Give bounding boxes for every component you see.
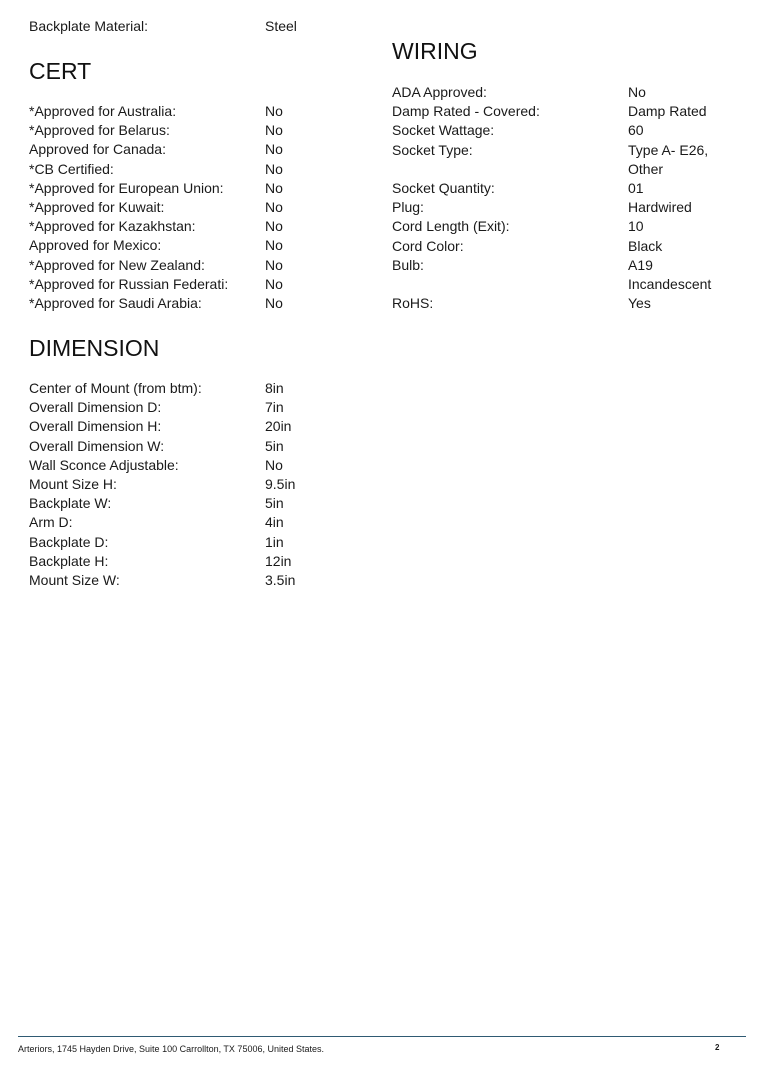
wiring-row xyxy=(392,256,752,275)
spec-label: Cord Color: xyxy=(392,237,464,254)
spec-label: Approved for Canada: xyxy=(29,141,166,158)
spec-value: No xyxy=(265,237,283,254)
spec-value: No xyxy=(265,456,283,473)
spec-label: Bulb: xyxy=(392,256,424,273)
dimension-row xyxy=(29,437,369,456)
spec-value: No xyxy=(265,218,283,235)
dimension-table xyxy=(29,379,369,590)
spec-value: Yes xyxy=(628,295,651,312)
wiring-row xyxy=(392,141,752,160)
wiring-row xyxy=(392,237,752,256)
spec-value: No xyxy=(265,275,283,292)
spec-value: 5in xyxy=(265,495,284,512)
spec-label: Arm D: xyxy=(29,514,73,531)
cert-row xyxy=(29,275,369,294)
spec-label xyxy=(392,160,628,179)
dimension-row xyxy=(29,513,369,532)
dimension-row xyxy=(29,379,369,398)
spec-value: No xyxy=(265,141,283,158)
dimension-row xyxy=(29,571,369,590)
dimension-row xyxy=(29,456,369,475)
spec-value: Black xyxy=(628,237,663,254)
spec-label: Socket Wattage: xyxy=(392,122,495,139)
cert-row xyxy=(29,256,369,275)
wiring-row xyxy=(392,217,752,236)
spec-label: ADA Approved: xyxy=(392,84,487,100)
cert-table xyxy=(29,102,369,313)
spec-label: *Approved for Russian Federati: xyxy=(29,275,229,292)
dimension-row xyxy=(29,398,369,417)
cert-heading: CERT xyxy=(29,58,92,84)
spec-label: Mount Size W: xyxy=(29,571,120,588)
spec-value: 8in xyxy=(265,380,284,396)
spec-label: RoHS: xyxy=(392,295,434,312)
spec-value: Hardwired xyxy=(628,199,692,216)
spec-row-backplate-material xyxy=(29,17,297,36)
spec-value: 60 xyxy=(628,122,644,139)
spec-value: 7in xyxy=(265,399,284,416)
spec-value: 12in xyxy=(265,552,292,569)
footer-divider xyxy=(18,1036,746,1037)
dimension-row xyxy=(29,533,369,552)
spec-value: 1in xyxy=(265,533,284,550)
spec-value: Other xyxy=(628,160,664,177)
spec-value: No xyxy=(265,179,283,196)
wiring-row xyxy=(392,179,752,198)
spec-label xyxy=(392,275,628,294)
spec-label: Backplate H: xyxy=(29,552,109,569)
spec-value: No xyxy=(265,198,283,215)
spec-label: Overall Dimension W: xyxy=(29,437,165,454)
spec-label: Wall Sconce Adjustable: xyxy=(29,456,179,473)
spec-label: Overall Dimension H: xyxy=(29,418,162,435)
spec-label: *Approved for European Union: xyxy=(29,179,224,196)
spec-value: No xyxy=(265,160,283,177)
dimension-row xyxy=(29,475,369,494)
cert-row xyxy=(29,294,369,313)
wiring-table xyxy=(392,83,752,313)
wiring-row xyxy=(392,121,752,140)
wiring-row xyxy=(392,83,752,102)
spec-value: Type A- E26, xyxy=(628,141,709,158)
spec-value: 4in xyxy=(265,514,284,531)
dimension-row xyxy=(29,552,369,571)
spec-value: Steel xyxy=(265,18,297,34)
spec-value: No xyxy=(265,256,283,273)
wiring-row xyxy=(392,275,752,294)
spec-value: A19 xyxy=(628,256,653,273)
dimension-row xyxy=(29,494,369,513)
spec-value: No xyxy=(628,84,646,100)
spec-label: Damp Rated - Covered: xyxy=(392,103,540,120)
spec-value: Incandescent xyxy=(628,275,712,292)
spec-value: 5in xyxy=(265,437,284,454)
spec-label: *Approved for Kuwait: xyxy=(29,198,165,215)
spec-label: Overall Dimension D: xyxy=(29,399,162,416)
cert-row xyxy=(29,140,369,159)
spec-label: Backplate Material: xyxy=(29,18,149,34)
dimension-heading: DIMENSION xyxy=(29,335,160,361)
spec-label: *CB Certified: xyxy=(29,160,114,177)
wiring-row xyxy=(392,102,752,121)
spec-label: Socket Type: xyxy=(392,141,473,158)
spec-label: Mount Size H: xyxy=(29,475,117,492)
spec-label: Backplate W: xyxy=(29,495,112,512)
spec-label: *Approved for New Zealand: xyxy=(29,256,205,273)
spec-label: Plug: xyxy=(392,199,424,216)
wiring-row xyxy=(392,198,752,217)
spec-value: 20in xyxy=(265,418,292,435)
spec-label: *Approved for Kazakhstan: xyxy=(29,218,196,235)
wiring-row xyxy=(392,160,752,179)
spec-value: No xyxy=(265,103,283,119)
cert-row xyxy=(29,160,369,179)
spec-value: No xyxy=(265,122,283,139)
spec-label: Backplate D: xyxy=(29,533,109,550)
cert-row xyxy=(29,198,369,217)
page-number: 2 xyxy=(715,1043,720,1052)
cert-row xyxy=(29,236,369,255)
spec-label: Center of Mount (from btm): xyxy=(29,380,202,396)
cert-row xyxy=(29,217,369,236)
spec-label: Approved for Mexico: xyxy=(29,237,162,254)
spec-value: Damp Rated xyxy=(628,103,707,120)
spec-value: 10 xyxy=(628,218,644,235)
spec-label: Cord Length (Exit): xyxy=(392,218,510,235)
spec-label: *Approved for Saudi Arabia: xyxy=(29,294,202,311)
wiring-heading: WIRING xyxy=(392,38,478,64)
wiring-row xyxy=(392,294,752,313)
spec-label: *Approved for Australia: xyxy=(29,103,177,119)
footer-address: Arteriors, 1745 Hayden Drive, Suite 100 Carrollton, TX 75006, United States. xyxy=(18,1044,324,1054)
cert-row xyxy=(29,121,369,140)
dimension-row xyxy=(29,417,369,436)
spec-value: 3.5in xyxy=(265,571,296,588)
spec-value: 01 xyxy=(628,179,644,196)
cert-row xyxy=(29,179,369,198)
cert-row xyxy=(29,102,369,121)
spec-label: Socket Quantity: xyxy=(392,179,495,196)
spec-value: 9.5in xyxy=(265,475,296,492)
spec-label: *Approved for Belarus: xyxy=(29,122,170,139)
spec-value: No xyxy=(265,294,283,311)
